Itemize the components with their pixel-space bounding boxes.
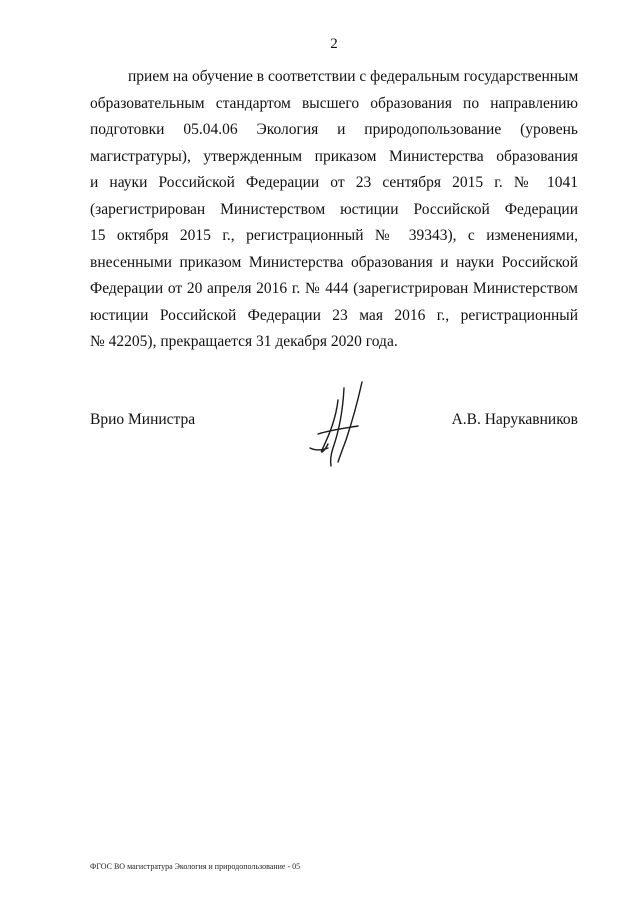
- body-line: № 42205), прекращается 31 декабря 2020 года.: [90, 333, 398, 350]
- handwritten-signature: [300, 378, 380, 473]
- signatory-title: Врио Министра: [90, 411, 196, 428]
- footer-document-code: ФГОС ВО магистратура Экология и природопользование - 05: [90, 862, 301, 871]
- body-line: подготовки 05.04.06 Экология и природопользование (уровень: [90, 121, 578, 138]
- body-line: 15 октября 2015 г., регистрационный № 39343), с изменениями,: [90, 227, 578, 244]
- body-line: магистратуры), утвержденным приказом Министерства образования: [90, 147, 578, 165]
- body-line: образовательным стандартом высшего образования по направлению: [90, 94, 578, 112]
- body-line: и науки Российской Федерации от 23 сентября 2015 г. № 1041: [90, 174, 578, 191]
- page-number: 2: [330, 36, 338, 52]
- document-body: [90, 64, 578, 356]
- body-line: юстиции Российской Федерации 23 мая 2016 г., регистрационный: [90, 306, 578, 324]
- signatory-name: А.В. Нарукавников: [451, 411, 578, 428]
- body-line: (зарегистрирован Министерством юстиции Российской Федерации: [90, 200, 578, 218]
- body-line: внесенными приказом Министерства образования и науки Российской: [90, 253, 578, 271]
- body-line: прием на обучение в соответствии с федеральным государственным: [128, 68, 578, 85]
- body-line: Федерации от 20 апреля 2016 г. № 444 (зарегистрирован Министерством: [90, 280, 578, 297]
